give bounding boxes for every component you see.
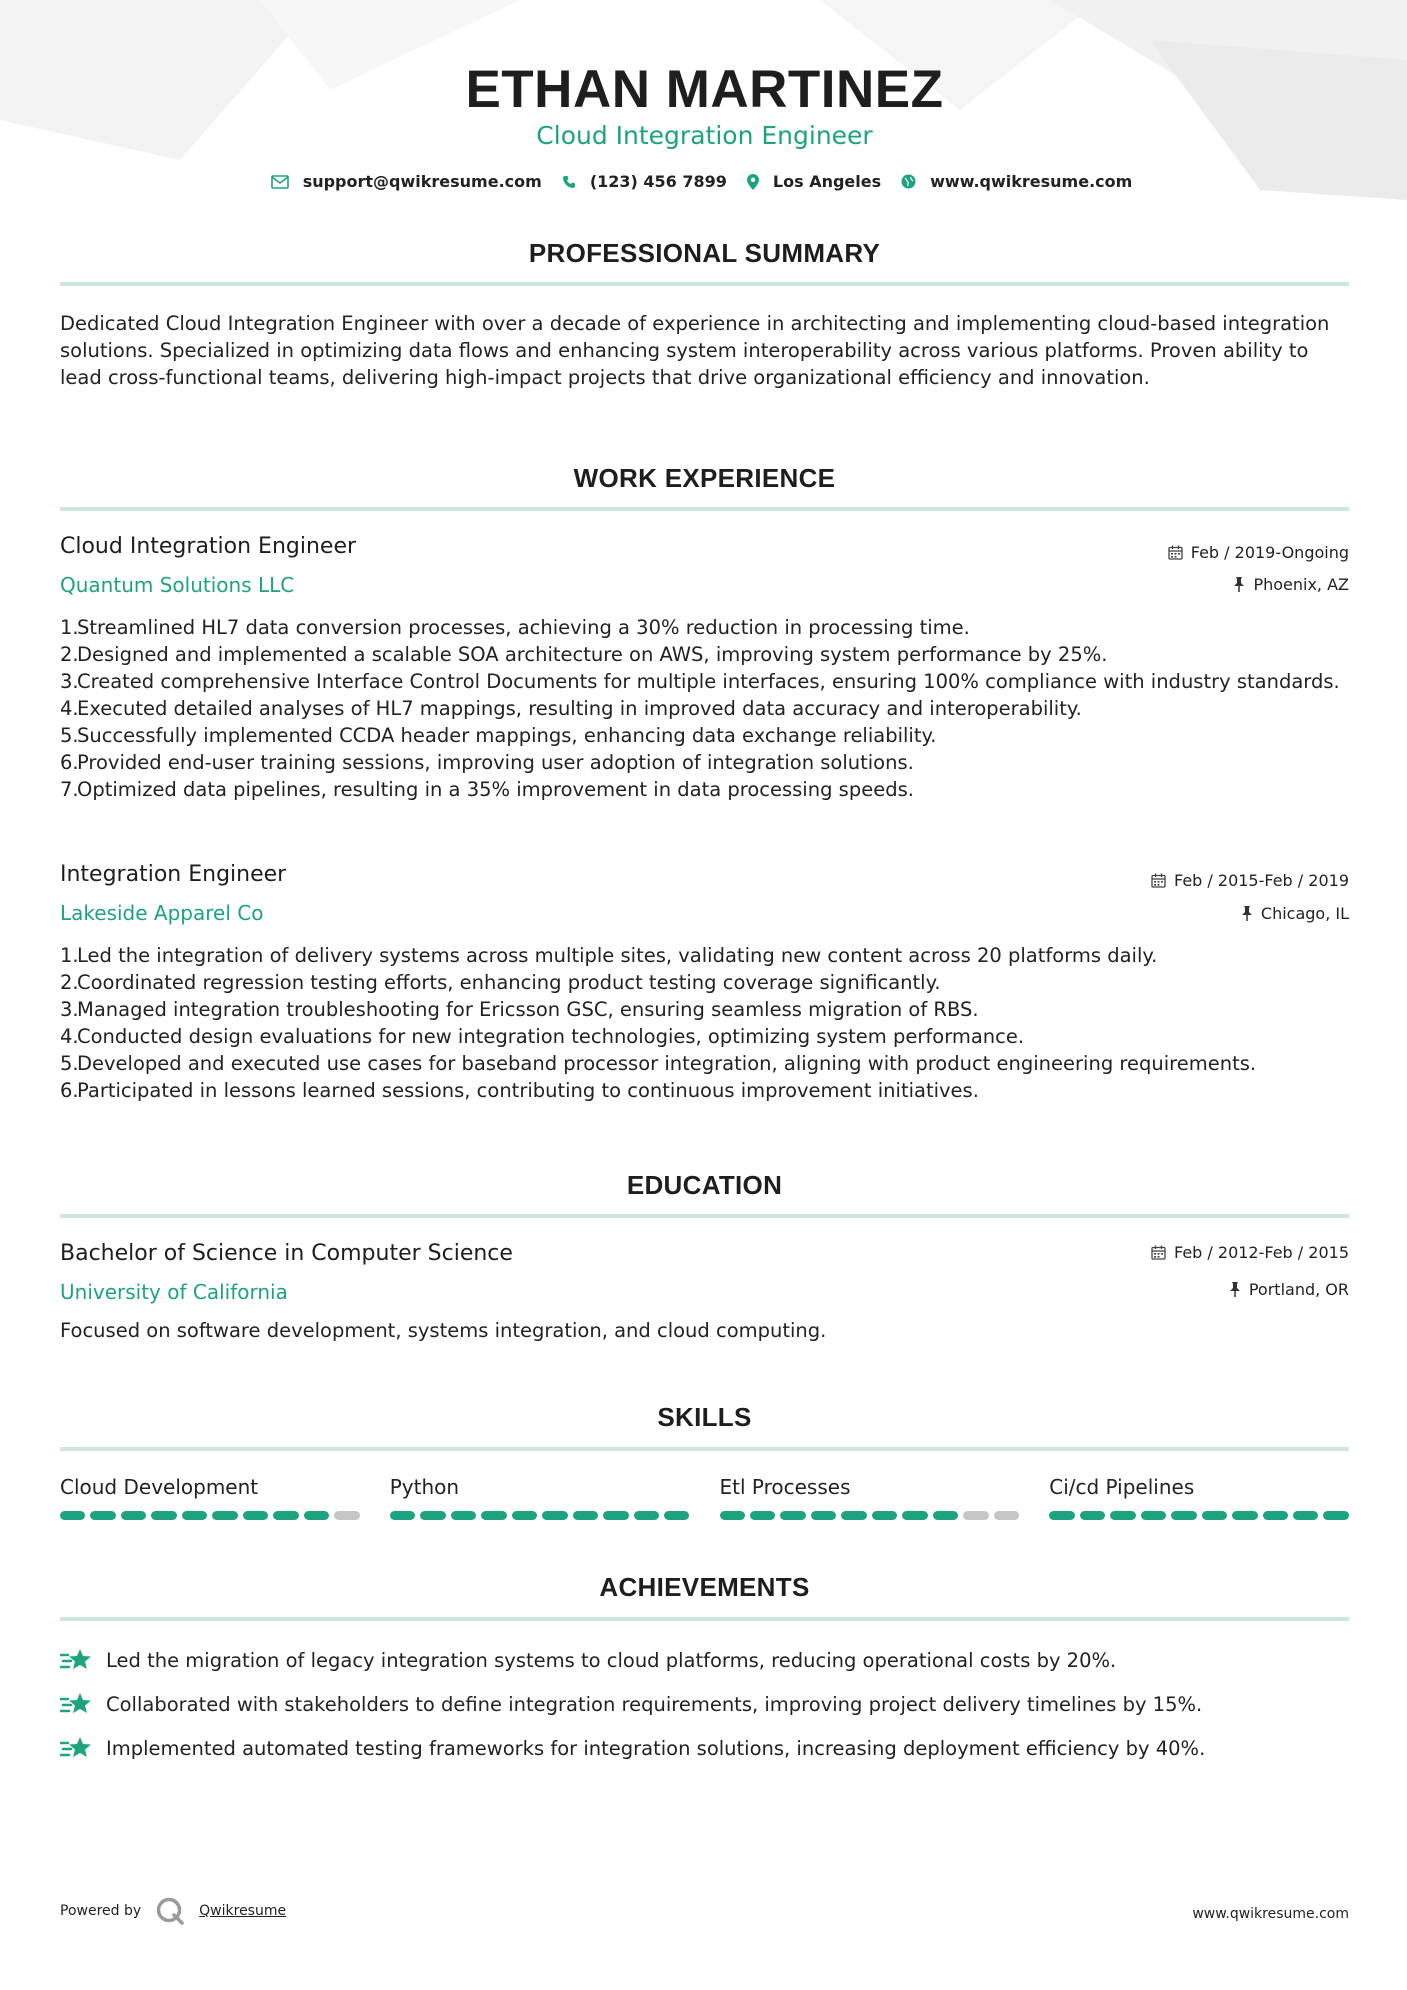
skill-segment-filled (811, 1511, 836, 1520)
skill-name: Etl Processes (719, 1475, 851, 1499)
education-school: University of California (60, 1280, 288, 1304)
skill-segment-filled (1171, 1511, 1196, 1520)
achievement-text: Led the migration of legacy integration systems to cloud platforms, reducing operational costs by 20%. (106, 1648, 1117, 1672)
achievement-item (60, 1638, 1349, 1682)
map-pin-icon (747, 174, 759, 190)
skill-segment-filled (634, 1511, 659, 1520)
job-dates-text: Feb / 2015-Feb / 2019 (1174, 871, 1349, 890)
achievement-text: Collaborated with stakeholders to define integration requirements, improving project delivery timelines by 15%. (106, 1692, 1203, 1716)
experience-divider (60, 507, 1349, 511)
skill-name: Ci/cd Pipelines (1049, 1475, 1195, 1499)
skill-level-bar (1049, 1511, 1349, 1520)
education-description: Focused on software development, systems integration, and cloud computing. (60, 1319, 827, 1342)
skills-list (60, 1472, 1349, 1520)
skill-segment-filled (1293, 1511, 1318, 1520)
skill-segment-filled (390, 1511, 415, 1520)
skill-segment-filled (720, 1511, 745, 1520)
calendar-icon (1151, 1245, 1166, 1260)
pushpin-icon (1233, 577, 1245, 592)
job-dates (1151, 871, 1349, 890)
summary-divider (60, 282, 1349, 286)
contact-website-text: www.qwikresume.com (930, 172, 1133, 191)
job-bullet: 3. Managed integration troubleshooting for Ericsson GSC, ensuring seamless migration of RBS. (60, 998, 979, 1021)
skill-segment-filled (872, 1511, 897, 1520)
skill-segment-filled (1232, 1511, 1257, 1520)
skill-segment-filled (151, 1511, 176, 1520)
skill-segment-filled (1110, 1511, 1135, 1520)
job-company: Lakeside Apparel Co (60, 901, 264, 925)
skill-segment-filled (1202, 1511, 1227, 1520)
candidate-name: ETHAN MARTINEZ (465, 60, 944, 119)
job-bullet: 1. Led the integration of delivery systems across multiple sites, validating new content across 20 platforms daily. (60, 944, 1158, 967)
skill-segment-empty (334, 1511, 359, 1520)
footer-powered-by (60, 1896, 286, 1926)
powered-by-label: Powered by (60, 1903, 142, 1919)
candidate-role: Cloud Integration Engineer (536, 121, 873, 150)
skill-segment-filled (1323, 1511, 1348, 1520)
job-title: Cloud Integration Engineer (60, 534, 357, 559)
achievements-divider (60, 1617, 1349, 1621)
summary-text: Dedicated Cloud Integration Engineer with over a decade of experience in architecting and implementing cloud-based integration solutions. Specialized in optimizing data flows and enhancing system interoperability across various platforms. Proven ability to lead cross-functional teams, delivering high-impact projects that drive organizational efficiency and innovation. (60, 312, 1330, 389)
contact-email-text: support@qwikresume.com (302, 172, 542, 191)
skill-segment-filled (512, 1511, 537, 1520)
skill-segment-filled (664, 1511, 689, 1520)
star-badge-icon (60, 1691, 92, 1717)
skill-segment-filled (273, 1511, 298, 1520)
star-badge-icon (60, 1647, 92, 1673)
job-bullet: 7. Optimized data pipelines, resulting in a 35% improvement in data processing speeds. (60, 778, 914, 801)
job-bullet: 6. Participated in lessons learned sessions, contributing to continuous improvement initiatives. (60, 1079, 979, 1102)
job-bullet: 3. Created comprehensive Interface Control Documents for multiple interfaces, ensuring 100% compliance with industry standards. (60, 670, 1340, 693)
job-bullet: 5. Developed and executed use cases for baseband processor integration, aligning with product engineering requirements. (60, 1052, 1257, 1075)
skill-level-bar (390, 1511, 690, 1520)
skill-segment-filled (573, 1511, 598, 1520)
globe-icon (901, 174, 916, 189)
contact-location (747, 172, 881, 191)
star-badge-icon (60, 1735, 92, 1761)
job-company: Quantum Solutions LLC (60, 573, 295, 597)
contact-phone-text: (123) 456 7899 (589, 172, 727, 191)
skill-item (720, 1472, 1020, 1520)
achievements-heading: ACHIEVEMENTS (599, 1572, 810, 1602)
job-bullet: 2. Coordinated regression testing efforts, enhancing product testing coverage significantly. (60, 971, 941, 994)
skill-segment-filled (121, 1511, 146, 1520)
job-location-text: Phoenix, AZ (1253, 575, 1349, 594)
skill-segment-filled (90, 1511, 115, 1520)
job-bullet: 2. Designed and implemented a scalable SOA architecture on AWS, improving system performance by 25%. (60, 643, 1108, 666)
pushpin-icon (1229, 1282, 1241, 1297)
skill-segment-filled (243, 1511, 268, 1520)
education-location (1229, 1280, 1349, 1299)
skill-level-bar (60, 1511, 360, 1520)
job-location (1233, 575, 1349, 594)
skill-segment-filled (420, 1511, 445, 1520)
skill-item (390, 1472, 690, 1520)
skill-segment-filled (750, 1511, 775, 1520)
skill-segment-filled (60, 1511, 85, 1520)
phone-icon (562, 175, 576, 189)
skill-segment-filled (182, 1511, 207, 1520)
skill-segment-filled (603, 1511, 628, 1520)
skill-name: Cloud Development (60, 1475, 259, 1499)
skill-segment-filled (902, 1511, 927, 1520)
job-dates (1168, 543, 1349, 562)
achievement-item (60, 1682, 1349, 1726)
skill-segment-filled (542, 1511, 567, 1520)
contact-website[interactable] (901, 172, 1132, 191)
contact-phone[interactable] (562, 172, 727, 191)
job-bullet: 6. Provided end-user training sessions, improving user adoption of integration solutions. (60, 751, 914, 774)
job-bullet: 1. Streamlined HL7 data conversion processes, achieving a 30% reduction in processing time. (60, 616, 970, 639)
skill-segment-filled (481, 1511, 506, 1520)
skill-name: Python (389, 1475, 460, 1499)
pushpin-icon (1241, 906, 1253, 921)
achievements-list (60, 1638, 1349, 1770)
job-location-text: Chicago, IL (1260, 904, 1349, 923)
job-bullets (60, 614, 1366, 803)
skills-heading: SKILLS (657, 1402, 752, 1432)
skills-divider (60, 1447, 1349, 1451)
education-divider (60, 1214, 1349, 1218)
achievement-text: Implemented automated testing frameworks for integration solutions, increasing deployment efficiency by 40%. (106, 1736, 1206, 1760)
skill-segment-empty (963, 1511, 988, 1520)
education-location-text: Portland, OR (1248, 1280, 1349, 1299)
calendar-icon (1168, 545, 1183, 560)
skill-segment-filled (1263, 1511, 1288, 1520)
skill-segment-filled (841, 1511, 866, 1520)
job-bullet: 4. Conducted design evaluations for new integration technologies, optimizing system performance. (60, 1025, 1025, 1048)
skill-item (1049, 1472, 1349, 1520)
education-dates (1151, 1243, 1349, 1262)
skill-segment-filled (1141, 1511, 1166, 1520)
job-bullets (60, 942, 1366, 1104)
skill-segment-filled (1049, 1511, 1074, 1520)
skill-segment-empty (994, 1511, 1019, 1520)
education-dates-text: Feb / 2012-Feb / 2015 (1174, 1243, 1349, 1262)
qwikresume-logo-icon (155, 1896, 185, 1926)
job-location (1241, 904, 1349, 923)
skill-level-bar (720, 1511, 1020, 1520)
skill-segment-filled (212, 1511, 237, 1520)
skill-segment-filled (933, 1511, 958, 1520)
job-bullet: 5. Successfully implemented CCDA header mappings, enhancing data exchange reliability. (60, 724, 937, 747)
envelope-icon (271, 175, 289, 189)
skill-segment-filled (304, 1511, 329, 1520)
qwikresume-link[interactable]: Qwikresume (199, 1903, 287, 1919)
footer-website[interactable]: www.qwikresume.com (1192, 1906, 1349, 1922)
skill-segment-filled (451, 1511, 476, 1520)
job-dates-text: Feb / 2019-Ongoing (1190, 543, 1349, 562)
contact-location-text: Los Angeles (772, 172, 882, 191)
summary-heading: PROFESSIONAL SUMMARY (528, 238, 881, 268)
calendar-icon (1151, 873, 1166, 888)
skill-item (60, 1472, 360, 1520)
job-bullet: 4. Executed detailed analyses of HL7 mappings, resulting in improved data accuracy and interoperability. (60, 697, 1082, 720)
skill-segment-filled (780, 1511, 805, 1520)
contact-email[interactable] (271, 172, 542, 191)
experience-heading: WORK EXPERIENCE (573, 463, 836, 493)
skill-segment-filled (1080, 1511, 1105, 1520)
contact-bar (60, 172, 1349, 191)
education-heading: EDUCATION (626, 1170, 783, 1200)
achievement-item (60, 1726, 1349, 1770)
education-degree: Bachelor of Science in Computer Science (60, 1241, 513, 1266)
job-title: Integration Engineer (60, 862, 287, 887)
